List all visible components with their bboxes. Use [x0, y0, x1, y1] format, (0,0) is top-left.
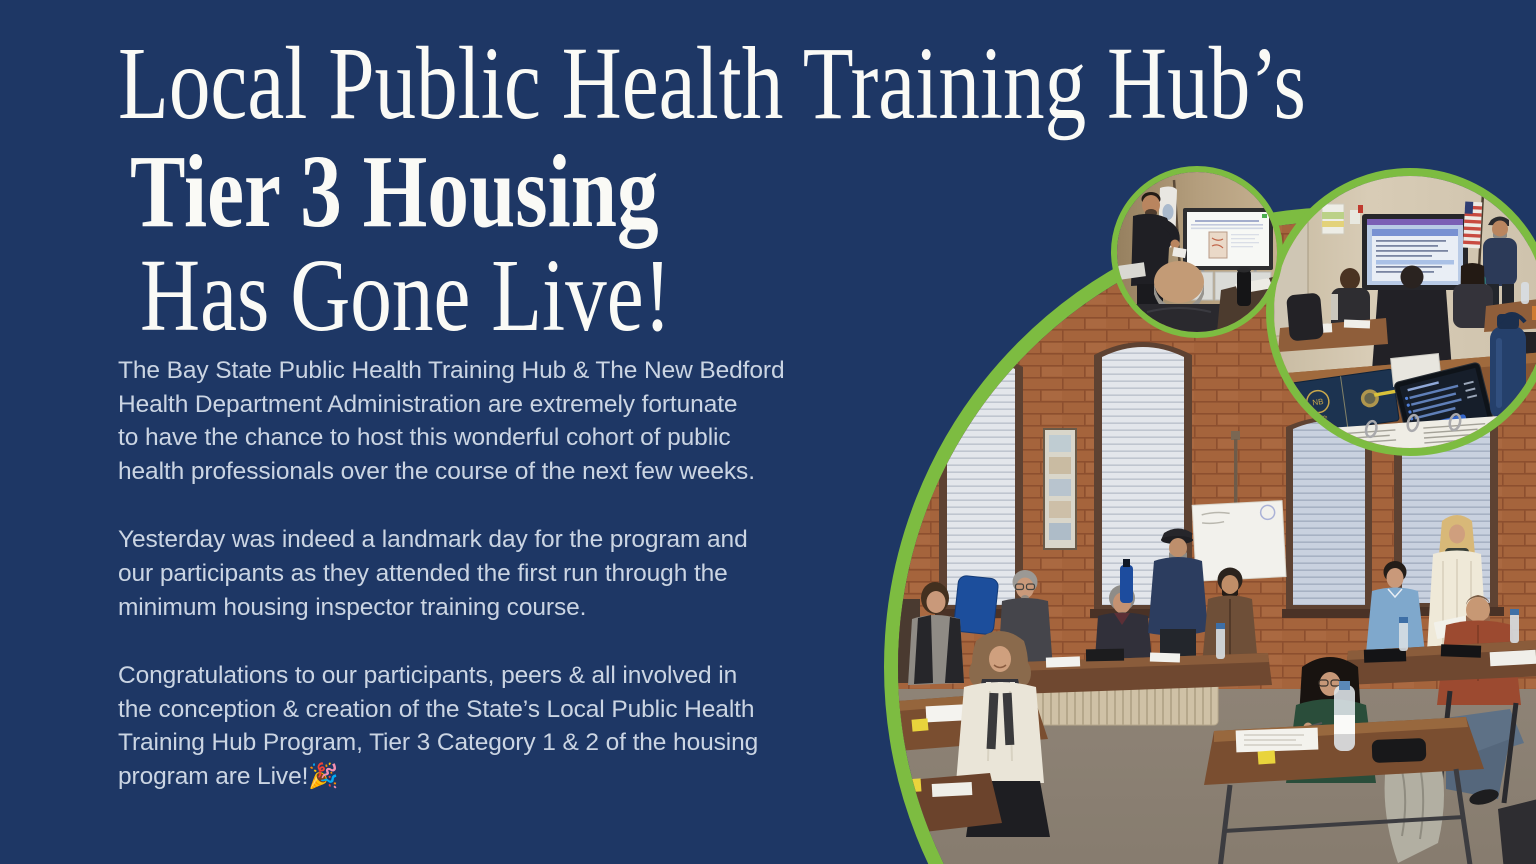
- folder-org-label: NB: [1311, 396, 1325, 408]
- text-line: Yesterday was indeed a landmark day for the program and: [118, 526, 748, 554]
- fire-alarm: [1358, 205, 1363, 213]
- paragraph-congrats: [118, 659, 818, 793]
- paragraph-intro: [118, 354, 818, 488]
- page-title: Local Public Health Training Hub’s: [118, 26, 1306, 141]
- flip-chart: [1192, 501, 1286, 582]
- body-copy: [118, 354, 818, 829]
- navy-bottle: [1490, 314, 1526, 420]
- text-line: The Bay State Public Health Training Hub & The New Bedford: [118, 357, 785, 384]
- photo-presenter: [1111, 166, 1283, 338]
- text-line: our participants as they attended the first run through the: [118, 559, 728, 587]
- screen-room-illustration: [1274, 176, 1536, 448]
- subtitle-regular: Has Gone Live!: [140, 238, 672, 353]
- text-line: Training Hub Program, Tier 3 Category 1 & 2 of the housing: [118, 729, 759, 757]
- subtitle-bold: Tier 3 Housing: [130, 134, 659, 249]
- text-line: to have the chance to host this wonderful cohort of public: [118, 424, 731, 452]
- picture-frame: [1044, 429, 1076, 549]
- text-line: the conception & creation of the State’s Local Public Health: [118, 695, 755, 723]
- paragraph-landmark: [118, 523, 818, 624]
- presenter-illustration: [1117, 172, 1277, 332]
- text-line: Health Department Administration are extremely fortunate: [118, 390, 738, 418]
- text-line: Congratulations to our participants, peers & all involved in: [118, 662, 738, 690]
- text-line: program are Live!🎉: [118, 762, 339, 790]
- folder-dept-label: Health: [1312, 414, 1328, 423]
- photo-screen-room: [1266, 168, 1536, 456]
- text-line: minimum housing inspector training course.: [118, 593, 587, 621]
- text-line: health professionals over the course of the next few weeks.: [118, 457, 755, 485]
